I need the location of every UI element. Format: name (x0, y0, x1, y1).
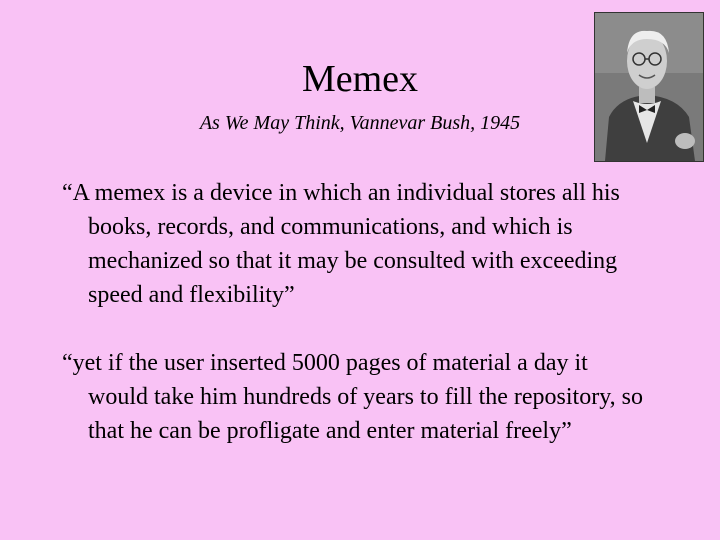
quote-memex-capacity: “yet if the user inserted 5000 pages of material a day it would take him hundreds of years to fill the repository, so that he can be profligate and enter material freely” (62, 350, 643, 444)
portrait-photo (594, 12, 704, 162)
slide-title: Memex (301, 58, 419, 100)
quote-memex-definition: “A memex is a device in which an individual stores all his books, records, and communications, and which is mechanized so that it may be consulted with exceeding speed and flexibility” (62, 180, 620, 308)
slide-subtitle: As We May Think, Vannevar Bush, 1945 (199, 112, 521, 134)
